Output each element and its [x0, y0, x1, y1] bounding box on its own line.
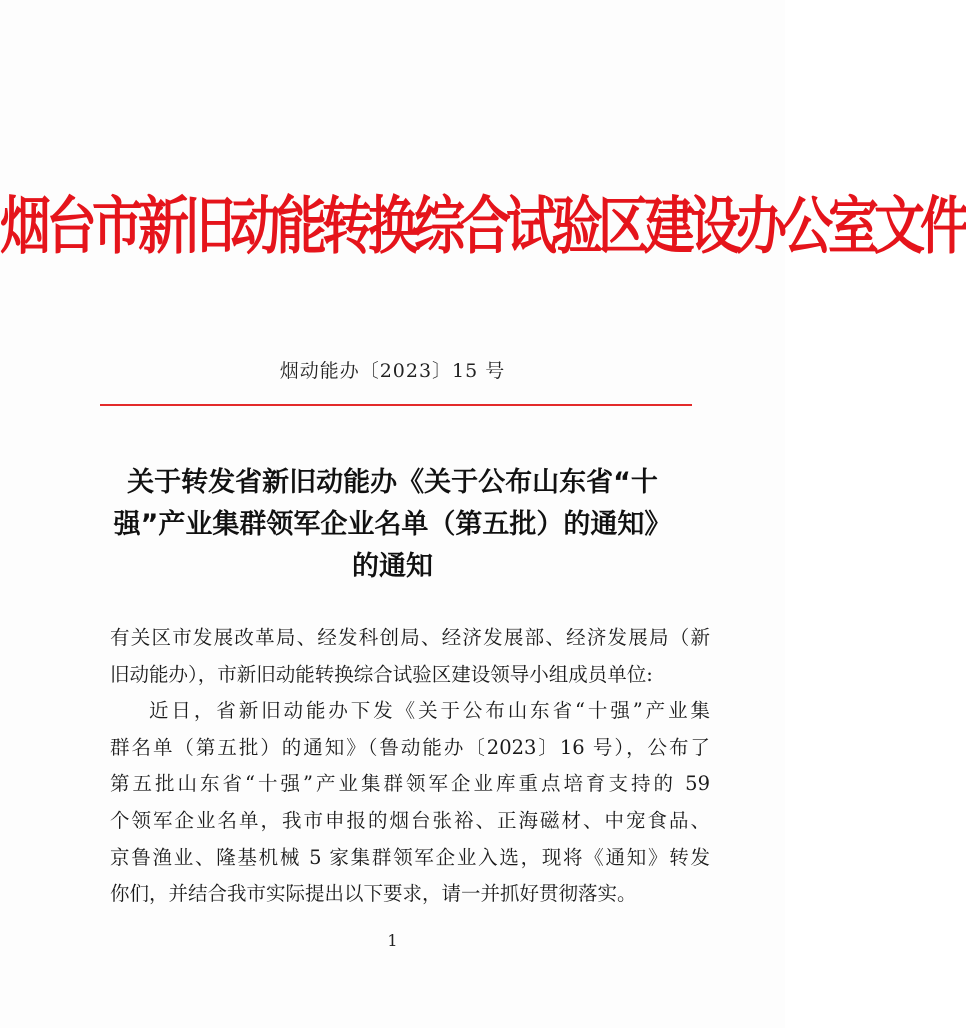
title-line: 强”产业集群领军企业名单（第五批）的通知》	[113, 509, 672, 540]
document-title	[70, 462, 715, 588]
body-line-recipients-cont: 旧动能办），市新旧动能转换综合试验区建设领导小组成员单位:	[110, 662, 653, 686]
body-line: 个领军企业名单，我市申报的烟台张裕、正海磁材、中宠食品、	[110, 808, 710, 832]
body-line: 你们，并结合我市实际提出以下要求，请一并抓好贯彻落实。	[110, 882, 637, 906]
body-line: 第五批山东省“十强”产业集群领军企业库重点培育支持的 59	[110, 772, 710, 796]
title-line: 关于转发省新旧动能办《关于公布山东省“十	[127, 467, 658, 498]
document-masthead: 烟台市新旧动能转换综合试验区建设办公室文件	[0, 191, 966, 264]
body-line: 群名单（第五批）的通知》（鲁动能办〔2023〕16 号），公布了	[110, 735, 710, 759]
body-line-recipients: 有关区市发展改革局、经发科创局、经济发展部、经济发展局（新	[110, 626, 710, 649]
title-line: 的通知	[352, 551, 433, 582]
body-line-paragraph-start: 近日，省新旧动能办下发《关于公布山东省“十强”产业集	[149, 699, 710, 723]
document-number: 烟动能办〔2023〕15 号	[279, 360, 506, 382]
body-line: 京鲁渔业、隆基机械 5 家集群领军企业入选，现将《通知》转发	[110, 845, 710, 869]
document-body	[110, 620, 710, 913]
page-number: 1	[387, 931, 398, 950]
red-divider-line	[100, 404, 692, 406]
